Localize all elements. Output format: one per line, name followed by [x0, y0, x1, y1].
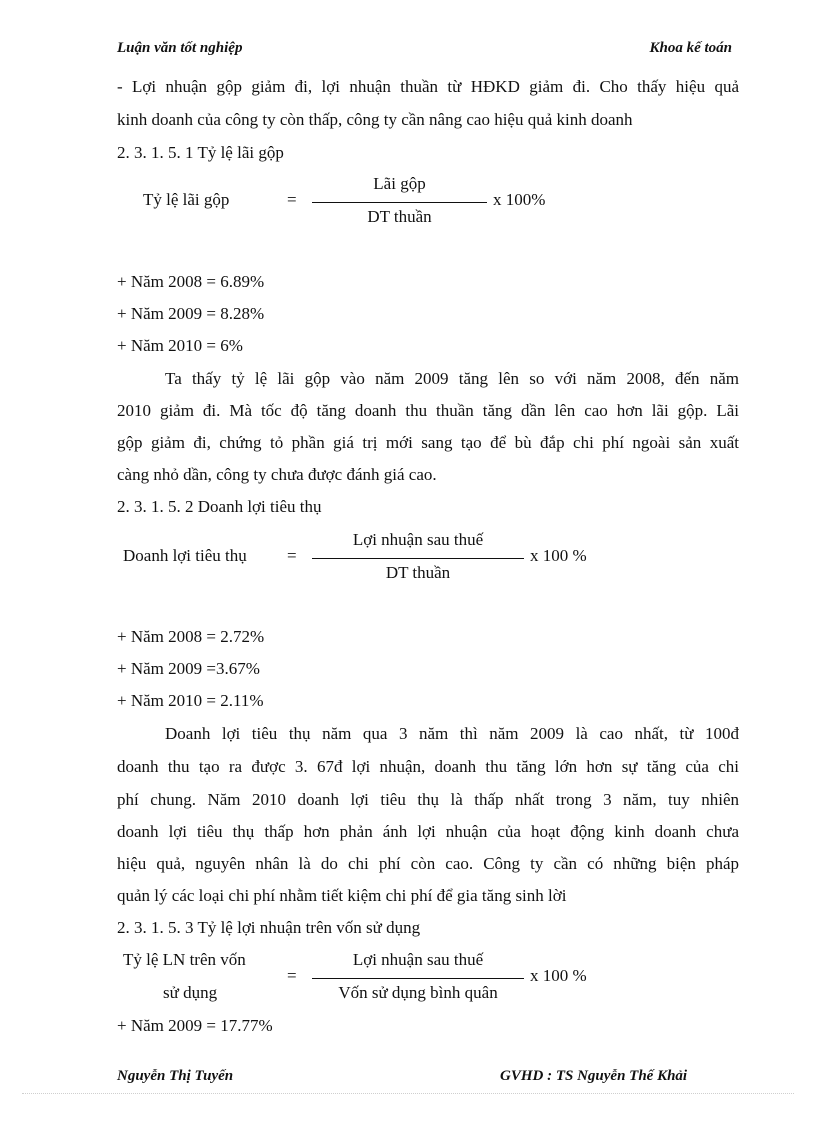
- formula-denominator: Vốn sử dụng bình quân: [338, 983, 498, 1002]
- footer-author: Nguyễn Thị Tuyến: [117, 1068, 234, 1084]
- footer-supervisor: GVHD : TS Nguyễn Thế Khải: [500, 1068, 688, 1084]
- paragraph-line: - Lợi nhuận gộp giảm đi, lợi nhuận thuần từ HĐKD giảm đi. Cho thấy hiệu quả: [117, 77, 739, 96]
- formula-multiplier: x 100 %: [530, 546, 587, 565]
- fraction-bar: [312, 558, 524, 559]
- paragraph-line: Doanh lợi tiêu thụ năm qua 3 năm thì năm 2009 là cao nhất, từ 100đ: [165, 724, 739, 743]
- section-heading: 2. 3. 1. 5. 1 Tỷ lệ lãi gộp: [117, 143, 284, 162]
- paragraph-line: gộp giảm đi, chứng tỏ phần giá trị mới sang tạo để bù đắp chi phí ngoài sản xuất: [117, 433, 739, 452]
- formula-multiplier: x 100 %: [530, 966, 587, 985]
- result-line: + Năm 2009 =3.67%: [117, 659, 260, 678]
- section-heading: 2. 3. 1. 5. 2 Doanh lợi tiêu thụ: [117, 497, 322, 516]
- result-line: + Năm 2009 = 17.77%: [117, 1016, 273, 1035]
- paragraph-line: phí chung. Năm 2010 doanh lợi tiêu thụ là thấp nhất trong 3 năm, tuy nhiên: [117, 790, 739, 809]
- formula-numerator: Lãi gộp: [373, 174, 426, 193]
- paragraph-line: quản lý các loại chi phí nhằm tiết kiệm chi phí để gia tăng sinh lời: [117, 886, 567, 905]
- paragraph-line: doanh lợi tiêu thụ thấp hơn phản ánh lợi nhuận của hoạt động kinh doanh chưa: [117, 822, 739, 841]
- fraction-bar: [312, 978, 524, 979]
- paragraph-line: càng nhỏ dần, công ty chưa được đánh giá cao.: [117, 465, 437, 484]
- header-thesis-title: Luận văn tốt nghiệp: [117, 40, 243, 56]
- formula-equals: =: [287, 190, 297, 209]
- header-department: Khoa kế toán: [649, 40, 732, 56]
- paragraph-line: kinh doanh của công ty còn thấp, công ty cần nâng cao hiệu quả kinh doanh: [117, 110, 633, 129]
- paragraph-line: doanh thu tạo ra được 3. 67đ lợi nhuận, doanh thu tăng lớn hơn sự tăng của chi: [117, 757, 739, 776]
- formula-equals: =: [287, 966, 297, 985]
- section-heading: 2. 3. 1. 5. 3 Tỷ lệ lợi nhuận trên vốn sử dụng: [117, 918, 421, 937]
- paragraph-line: 2010 giảm đi. Mà tốc độ tăng doanh thu thuần tăng dần lên cao hơn lãi gộp. Lãi: [117, 401, 739, 420]
- formula-gross-margin: [117, 172, 739, 232]
- result-line: + Năm 2008 = 6.89%: [117, 272, 265, 291]
- formula-multiplier: x 100%: [493, 190, 546, 209]
- formula-label: Doanh lợi tiêu thụ: [123, 546, 247, 565]
- formula-return-on-capital: [117, 948, 739, 1010]
- page-bottom-divider: [22, 1093, 794, 1094]
- formula-label-line1: Tỷ lệ LN trên vốn: [123, 950, 246, 969]
- formula-equals: =: [287, 546, 297, 565]
- result-line: + Năm 2010 = 6%: [117, 336, 243, 355]
- formula-label-line2: sử dụng: [163, 983, 218, 1002]
- result-line: + Năm 2009 = 8.28%: [117, 304, 265, 323]
- fraction-bar: [312, 202, 487, 203]
- formula-denominator: DT thuần: [385, 563, 451, 582]
- formula-numerator: Lợi nhuận sau thuế: [352, 530, 484, 549]
- result-line: + Năm 2010 = 2.11%: [117, 691, 264, 710]
- formula-sales-profitability: [117, 528, 739, 588]
- result-line: + Năm 2008 = 2.72%: [117, 627, 265, 646]
- formula-denominator: DT thuần: [367, 207, 432, 226]
- formula-numerator: Lợi nhuận sau thuế: [352, 950, 484, 969]
- paragraph-line: Ta thấy tỷ lệ lãi gộp vào năm 2009 tăng lên so với năm 2008, đến năm: [165, 369, 739, 388]
- formula-label: Tỷ lệ lãi gộp: [143, 190, 230, 209]
- paragraph-line: hiệu quả, nguyên nhân là do chi phí còn cao. Công ty cần có những biện pháp: [117, 854, 739, 873]
